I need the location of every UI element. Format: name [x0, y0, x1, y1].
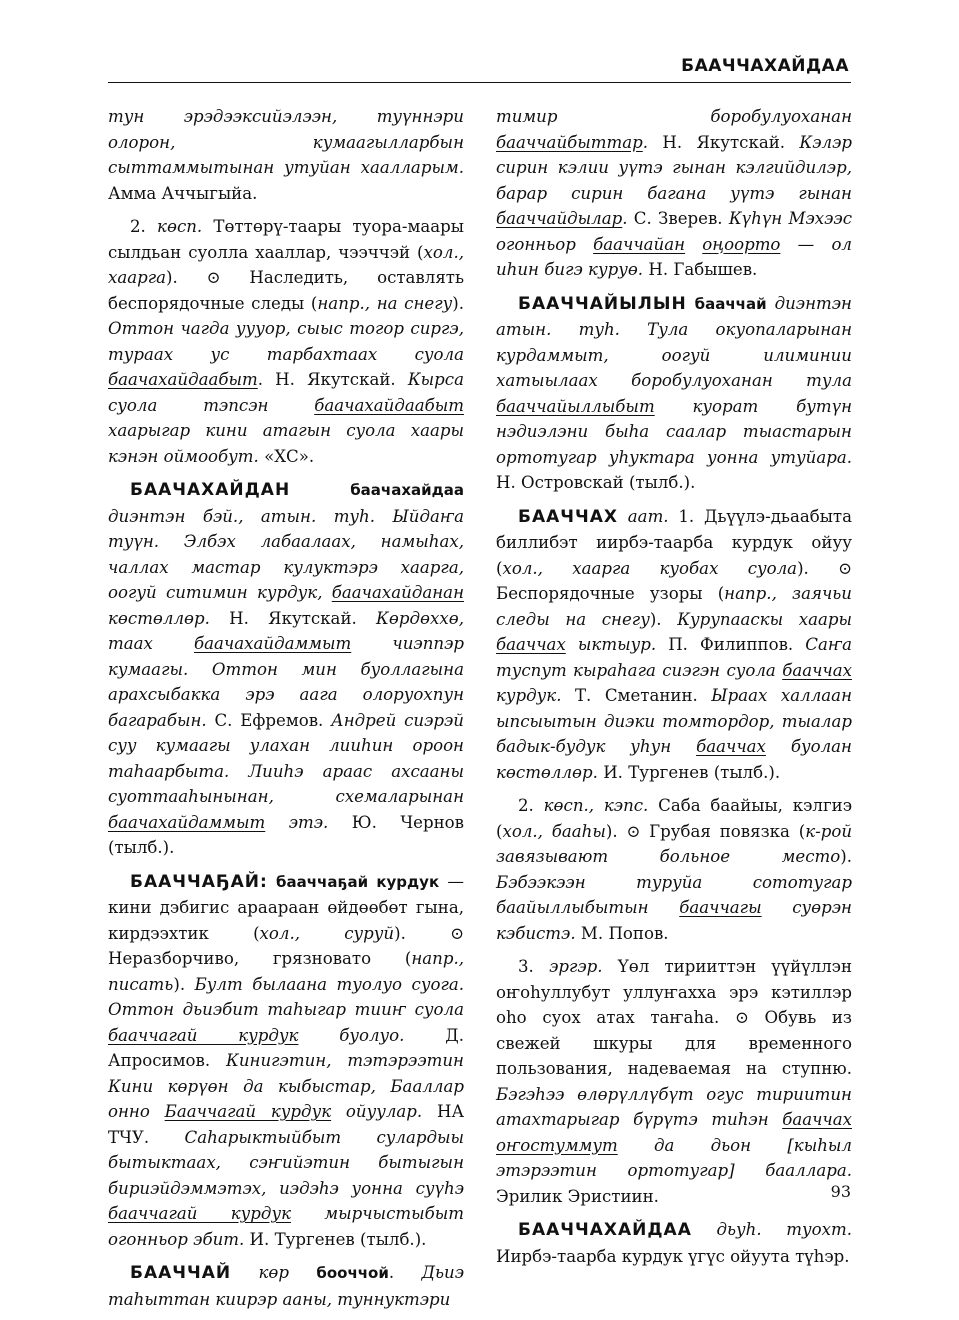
- example-word: бааччах: [696, 737, 766, 756]
- italic-text: куорат бутүн нэдиэлэни быһа саалар тыастарын ортотугар уһуктара уонна утуйара.: [496, 396, 852, 467]
- left-column: [108, 104, 464, 1320]
- page-number: 93: [830, 1182, 851, 1201]
- italic-text: хол., суруй: [259, 923, 395, 943]
- bold-reference: бооччой: [316, 1264, 389, 1282]
- example-word: оҥостуммут: [496, 1135, 618, 1155]
- underlined-example: [679, 898, 761, 917]
- italic-text: .: [642, 132, 649, 152]
- italic-text: көстөллөр.: [108, 608, 210, 628]
- italic-text: Саҥа туспут кыраһага сиэгэн суола: [496, 635, 852, 680]
- italic-text: ойуулар.: [331, 1102, 423, 1121]
- text-run: Ю. Чернов (тылб.).: [108, 812, 465, 857]
- text-run: М. Попов.: [575, 923, 669, 943]
- text-run: Эрилик Эристиин.: [496, 1186, 659, 1206]
- example-word: бааччагай курдук: [108, 1204, 291, 1223]
- right-column: [496, 104, 852, 1277]
- italic-text: напр., заячьи следы на снегу: [496, 584, 852, 629]
- underlined-example: [696, 737, 766, 756]
- text-run: ). ⊙ Грубая повязка (: [605, 821, 806, 841]
- italic-text: көсп.: [157, 217, 203, 236]
- italic-text: көсп., кэпс.: [543, 796, 649, 815]
- italic-text: эргэр.: [549, 957, 603, 976]
- underlined-example: [593, 235, 685, 254]
- bold-reference: баачахайдаа: [290, 481, 464, 499]
- italic-text: Андрей сиэрэй суу кумаагы улахан лииһин ороон таһаарбыта. Лииһэ араас ахсааны суоттааһынынан, схемаларынан: [108, 710, 464, 806]
- text-run: ).: [452, 293, 464, 313]
- italic-text: напр., писать: [108, 949, 464, 994]
- text-run: Саба баайыы, кэлгиэ (: [496, 796, 853, 841]
- example-word: бааччагай курдук: [108, 1025, 299, 1045]
- underlined-example: [314, 396, 464, 415]
- example-word: бааччах: [782, 1110, 852, 1129]
- underlined-example: [108, 1026, 298, 1045]
- italic-text: этэ.: [265, 812, 329, 832]
- text-run: Н. Якутскай.: [209, 608, 377, 628]
- text-run: ).: [840, 847, 852, 866]
- italic-text: хол., хаарга куобах суола: [502, 558, 798, 578]
- bold-reference: бааччаҕай курдук: [267, 872, 440, 891]
- example-word: баачахайдаабыт: [314, 395, 464, 415]
- italic-text: [685, 235, 702, 254]
- text-run: П. Филиппов.: [656, 635, 806, 654]
- entry-paragraph: [108, 104, 464, 206]
- underlined-example: [496, 133, 643, 152]
- italic-text: тимир боробулуоханан: [496, 107, 852, 126]
- text-run: 1. Дьүүлэ-дьаабыта биллибэт иирбэ-таарба курдук ойуу (: [496, 506, 852, 578]
- italic-text: Күһүн Мэхээс огонньор: [496, 209, 853, 254]
- entry-paragraph: [108, 214, 464, 469]
- underlined-example: [108, 1204, 291, 1223]
- underlined-example: [332, 583, 464, 602]
- example-word: бааччагы: [679, 898, 762, 917]
- text-run: 2.: [518, 796, 544, 815]
- italic-text: буолуо.: [298, 1025, 405, 1045]
- underlined-example: [496, 635, 566, 654]
- underlined-example: [194, 634, 351, 653]
- entry-paragraph: [496, 954, 852, 1209]
- italic-text: Кэлэр сирин кэлии уүтэ гынан кэлгийдилэр, барар сирин багана уүтэ гынан: [496, 132, 852, 203]
- running-head: БААЧЧАХАЙДАА: [681, 56, 849, 76]
- entry-paragraph: [496, 504, 852, 786]
- underlined-example: [108, 370, 258, 389]
- example-word: бааччайдылар: [496, 209, 623, 228]
- text-run: Төттөрү-таары туора-маары сылдьан суолла хааллар, чээччэй (: [108, 217, 465, 262]
- underlined-example: [496, 397, 655, 416]
- italic-text: да дьон [кыһыл этэрээтин ортотугар] бааллара.: [496, 1135, 852, 1180]
- text-run: 3.: [518, 957, 550, 976]
- text-run: И. Тургенев (тылб.).: [244, 1229, 427, 1249]
- text-run: ). ⊙ Беспорядочные узоры (: [496, 558, 852, 603]
- italic-text: Оттон чагда уууор, сыыс тогор сиргэ, тураах ус тарбахтаах суола: [108, 319, 464, 364]
- example-word: баачахайдаммыт: [194, 634, 352, 653]
- headword: БААЧЧАЙЫЛЫН: [518, 293, 687, 314]
- italic-text: Ыраах халлаан ыпсыытын диэки томтордор, тыалар бадык-будук уһун: [496, 686, 852, 756]
- underlined-example: [108, 813, 265, 832]
- italic-text: көр: [231, 1263, 317, 1282]
- headword: БААЧЧАХАЙДАА: [518, 1220, 692, 1240]
- italic-text: ыктыур.: [565, 635, 657, 654]
- italic-text: хол., хаарга: [108, 242, 464, 287]
- text-run: С. Ефремов.: [206, 710, 332, 730]
- example-word: Бааччагай курдук: [164, 1102, 332, 1121]
- example-word: бааччайыллыбыт: [496, 396, 655, 416]
- italic-text: мырчыстыбыт огонньор эбит.: [108, 1204, 464, 1249]
- text-run: ). ⊙ Неразборчиво, грязновато (: [108, 923, 464, 968]
- italic-text: хаарыгар кини атагын суола хаары кэнэн оймообут.: [108, 421, 464, 466]
- text-run: «ХС».: [258, 446, 315, 466]
- italic-text: хол., бааһы: [502, 821, 606, 841]
- underlined-example: [496, 1136, 618, 1155]
- entry-paragraph: [108, 1260, 464, 1312]
- example-word: баачахайдаммыт: [108, 812, 266, 832]
- italic-text: напр., на снегу: [317, 293, 453, 313]
- headword: БААЧЧАХ: [518, 506, 619, 527]
- example-word: бааччах: [496, 635, 566, 654]
- text-run: ). ⊙ Наследить, оставлять беспорядочные следы (: [108, 268, 464, 313]
- italic-text: суөрэн кэбистэ.: [496, 898, 852, 943]
- underlined-example: [782, 661, 852, 680]
- header-rule: [108, 82, 851, 83]
- text-run: Н. Якутскай.: [648, 132, 800, 152]
- example-word: баачахайданан: [331, 583, 464, 602]
- italic-text: тун эрэдээксийэлээн, туүннэри олорон, кумаагылларбын сыттаммытынан утуйан хаалларым.: [108, 107, 464, 177]
- example-word: оңоорто: [702, 234, 781, 254]
- underlined-example: [702, 235, 780, 254]
- example-word: баачахайдаабыт: [108, 370, 258, 389]
- text-run: .: [388, 1263, 422, 1282]
- italic-text: чиэппэр кумаагы. Оттон мин буоллагына арахсыбакка эрэ аага олоруохпун багарабын.: [108, 634, 464, 730]
- text-run: Н. Габышев.: [643, 260, 758, 279]
- text-run: ).: [173, 974, 195, 994]
- bold-reference: бааччай: [686, 294, 767, 313]
- text-run: Т. Сметанин.: [561, 686, 712, 705]
- italic-text: Курупааскы хаары: [677, 609, 853, 629]
- text-run: Үөл тирииттэн үүйүллэн оҥоһуллубут уллуҥахха эрэ кэтиллэр оһо суох атах таҥаһа. ⊙ Обувь из свежей шкуры для временного пользования, надеваемая на ступню.: [496, 957, 853, 1078]
- italic-text: Бэбээкээн туруйа сототугар баайыллыбытын: [496, 872, 852, 917]
- underlined-example: [496, 209, 622, 228]
- headword: БААЧЧАҔАЙ:: [130, 871, 268, 892]
- italic-text: Бэгэһээ өлөрүллүбүт огус тириитин атахтарыгар бүрүтэ тиһэн: [496, 1084, 852, 1129]
- text-run: Амма Аччыгыйа.: [108, 183, 258, 203]
- italic-text: буолан көстөллөр.: [496, 737, 852, 782]
- text-run: Н. Островскай (тылб.).: [496, 473, 696, 492]
- example-word: бааччайбыттар: [496, 132, 643, 152]
- example-word: бааччах: [782, 660, 852, 680]
- italic-text: Кырса суола тэпсэн: [108, 370, 464, 415]
- entry-paragraph: [496, 291, 852, 496]
- text-run: С. Зверев.: [627, 209, 729, 228]
- example-word: бааччайан: [593, 234, 686, 254]
- text-run: НА ТЧУ.: [108, 1102, 465, 1147]
- text-run: Д. Апросимов.: [108, 1025, 464, 1070]
- italic-text: аат.: [618, 506, 669, 526]
- entry-paragraph: [496, 1217, 852, 1269]
- italic-text: — ол иһин бигэ куруө.: [496, 234, 852, 279]
- italic-text: диэнтэн атын. туһ. Тула окуопаларынан курдаммыт, оогуй илиминии хатыылаах боробулуоханан тула: [496, 293, 852, 390]
- italic-text: курдук.: [496, 686, 562, 705]
- italic-text: Дьиэ таһыттан киирэр ааны, туннуктэри: [108, 1263, 464, 1309]
- text-run: — кини дэбигис араараан өйдөөбөт гына, кирдээхтик (: [108, 871, 464, 943]
- text-run: ).: [649, 609, 678, 629]
- headword: БААЧЧАЙ: [130, 1263, 232, 1283]
- text-run: Иирбэ-таарба курдук үгүс ойуута түһэр.: [496, 1246, 850, 1266]
- italic-text: дьуһ. туохт.: [691, 1220, 852, 1239]
- italic-text: к-рой завязывают больное место: [496, 821, 853, 866]
- underlined-example: [165, 1102, 331, 1121]
- text-run: . Н. Якутскай.: [257, 370, 408, 389]
- italic-text: Кинигэтин, тэтэрээтин Кини көрүөн да кыбыстар, Бааллар онно: [108, 1051, 464, 1121]
- entry-paragraph: [108, 477, 464, 861]
- italic-text: Саһарыктыйбыт сулардыы бытыктаах, сэҥийэтин бытыгын бириэйдэммэтэх, иэдэһэ уонна суүһэ: [108, 1127, 465, 1198]
- italic-text: Булт былаана туолуо суога. Оттон дьиэбит таһыгар тииҥ суола: [108, 974, 464, 1019]
- underlined-example: [782, 1110, 852, 1129]
- text-run: 2.: [130, 217, 158, 236]
- text-run: И. Тургенев (тылб.).: [597, 762, 781, 782]
- entry-paragraph: [496, 104, 852, 283]
- entry-paragraph: [496, 793, 852, 946]
- italic-text: диэнтэн бэй., атын. туһ. Ыйдаҥа туүн. Элбэх лабаалаах, намыһах, чаллах мастар кулуктэрэ хаарга, оогуй ситимин курдук,: [108, 506, 464, 602]
- italic-text: Көрдөххө, таах: [108, 608, 464, 653]
- headword: БААЧАХАЙДАН: [130, 480, 291, 500]
- italic-text: .: [622, 209, 628, 228]
- entry-paragraph: [108, 869, 464, 1253]
